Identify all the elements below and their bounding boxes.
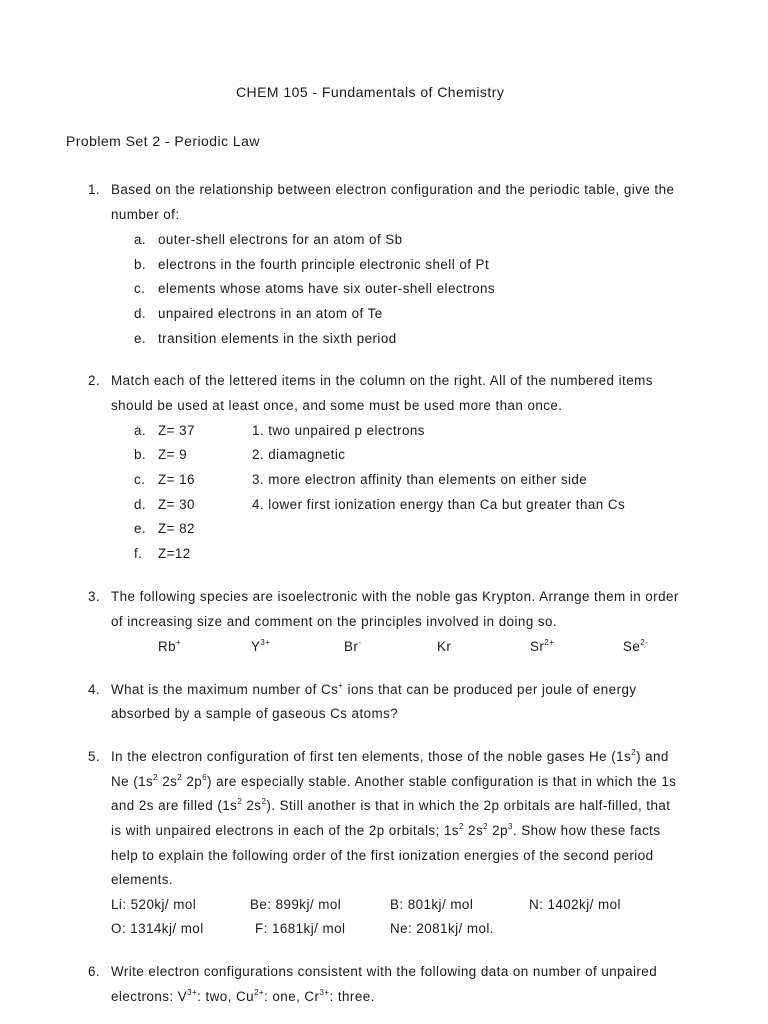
item-letter: c. (134, 472, 146, 487)
ionization-energy: F: 1681kj/ mol (255, 921, 346, 936)
question-number: 1. (88, 182, 101, 197)
match-option: 1. two unpaired p electrons (252, 423, 425, 438)
question-text: Match each of the lettered items in the column on the right. All of the numbered items (111, 373, 653, 388)
atomic-number: Z= 9 (158, 447, 187, 462)
ion-species: Kr (437, 639, 452, 654)
question-number: 6. (88, 964, 101, 979)
ion-species: $Se^{2-}$ (623, 638, 649, 654)
question-number: 4. (88, 682, 101, 697)
item-letter: c. (134, 281, 146, 296)
question-text: elements. (111, 872, 174, 887)
ionization-energy: B: 801kj/ mol (390, 897, 474, 912)
question-text: and 2s are filled ($1s^2$ $2s^2$). Still another is that in which the 2p orbitals are half-filled, that (111, 797, 671, 813)
question-text: help to explain the following order of the first ionization energies of the second period (111, 848, 654, 863)
question-text: absorbed by a sample of gaseous Cs atoms? (111, 706, 399, 721)
item-letter: e. (134, 521, 147, 536)
item-letter: d. (134, 306, 147, 321)
list-item: elements whose atoms have six outer-shell electrons (158, 281, 496, 296)
question-text: What is the maximum number of Cs+ ions that can be produced per joule of energy (111, 681, 637, 697)
ionization-energy: N: 1402kj/ mol (529, 897, 621, 912)
ionization-energy: O: 1314kj/ mol (111, 921, 204, 936)
question-text: electrons: $V^{3+}$: two, $Cu^{2+}$: one, $Cr^{3+}$: three. (111, 988, 375, 1004)
problem-set-heading: Problem Set 2 - Periodic Law (66, 133, 260, 149)
question-text: The following species are isoelectronic with the noble gas Krypton. Arrange them in order (111, 589, 679, 604)
item-letter: b. (134, 257, 147, 272)
question-text: In the electron configuration of first ten elements, those of the noble gases He $(1s^2)$ and (111, 748, 669, 764)
item-letter: f. (134, 546, 143, 561)
ion-species: $Y^{3+}$ (251, 638, 271, 654)
question-text: Based on the relationship between electron configuration and the periodic table, give the (111, 182, 675, 197)
atomic-number: Z=12 (158, 546, 191, 561)
list-item: electrons in the fourth principle electronic shell of Pt (158, 257, 490, 272)
page-title: CHEM 105 - Fundamentals of Chemistry (236, 84, 505, 100)
item-letter: e. (134, 331, 147, 346)
ionization-energy: Li: 520kj/ mol (111, 897, 197, 912)
question-number: 2. (88, 373, 101, 388)
question-number: 3. (88, 589, 101, 604)
list-item: transition elements in the sixth period (158, 331, 397, 346)
match-option: 4. lower first ionization energy than Ca but greater than Cs (252, 497, 626, 512)
ionization-energy: Be: 899kj/ mol (250, 897, 342, 912)
atomic-number: Z= 30 (158, 497, 195, 512)
item-letter: d. (134, 497, 147, 512)
ion-species: $Sr^{2+}$ (530, 638, 555, 654)
atomic-number: Z= 16 (158, 472, 195, 487)
list-item: outer-shell electrons for an atom of Sb (158, 232, 403, 247)
question-text: Ne ($1s^2$ $2s^2$ $2p^6$) are especially stable. Another stable configuration is that in which the 1s (111, 773, 677, 789)
question-text: of increasing size and comment on the principles involved in doing so. (111, 614, 558, 629)
question-text: Write electron configurations consistent with the following data on number of unpaired (111, 964, 658, 979)
item-letter: b. (134, 447, 147, 462)
match-option: 2. diamagnetic (252, 447, 346, 462)
atomic-number: Z= 37 (158, 423, 195, 438)
question-text: is with unpaired electrons in each of the 2p orbitals; $1s^2$ $2s^2$ $2p^3$. Show how these facts (111, 822, 661, 838)
ion-species: Rb+ (158, 638, 182, 654)
match-option: 3. more electron affinity than elements on either side (252, 472, 588, 487)
question-text: should be used at least once, and some must be used more than once. (111, 398, 563, 413)
list-item: unpaired electrons in an atom of Te (158, 306, 383, 321)
item-letter: a. (134, 232, 147, 247)
question-number: 5. (88, 749, 101, 764)
ionization-energy: Ne: 2081kj/ mol. (390, 921, 494, 936)
ion-species: Br- (344, 638, 362, 654)
item-letter: a. (134, 423, 147, 438)
question-text: number of: (111, 207, 180, 222)
atomic-number: Z= 82 (158, 521, 195, 536)
